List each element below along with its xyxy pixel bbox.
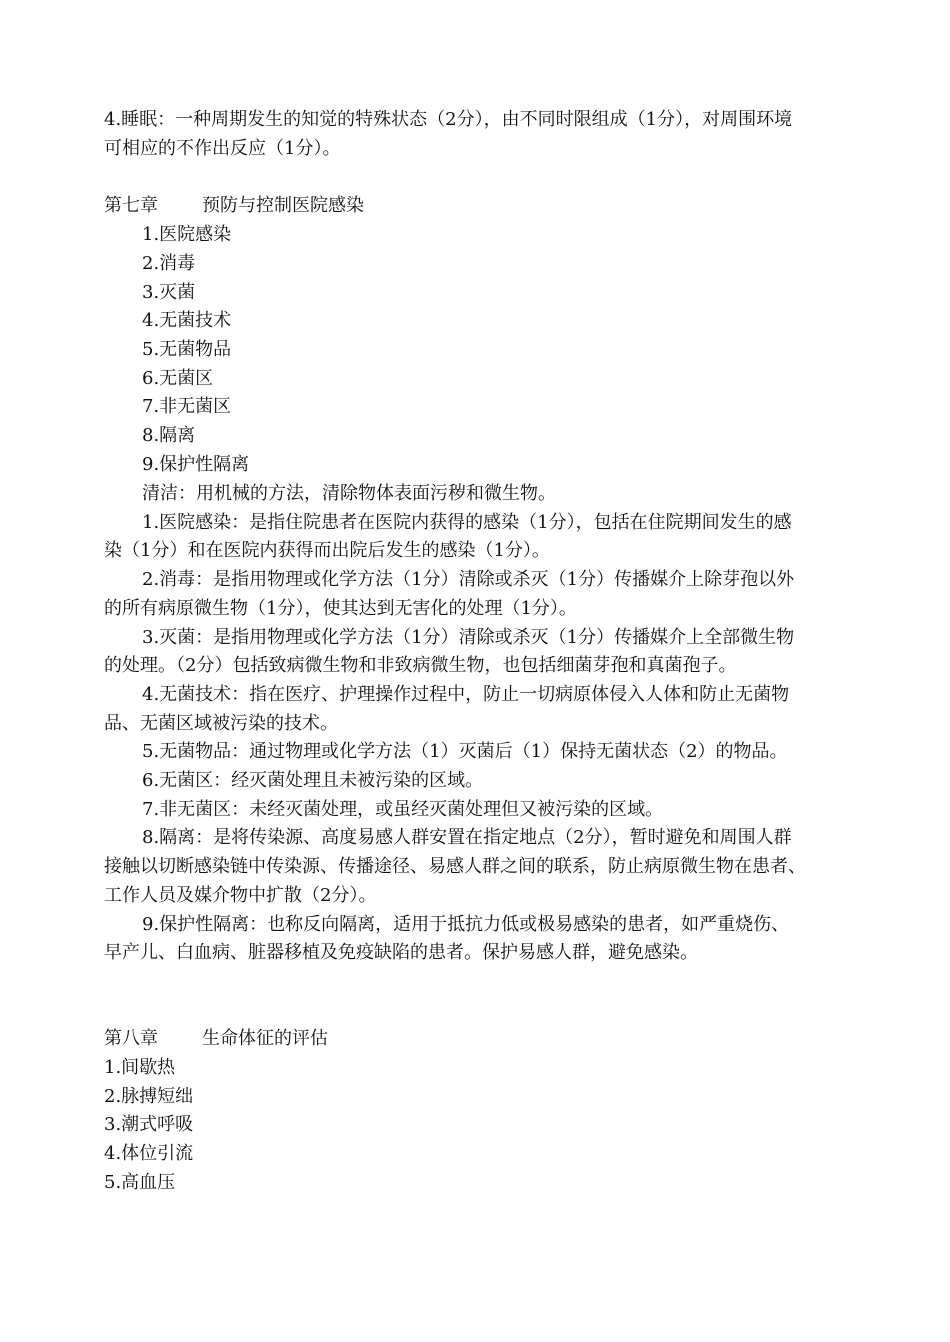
definition-3-line-2: 的处理。（2分）包括致病微生物和非致病微生物，也包括细菌芽孢和真菌孢子。: [104, 655, 737, 676]
definition-6: 6.无菌区：经灭菌处理且未被污染的区域。: [142, 770, 484, 791]
chapter-7-term: 4.无菌技术: [142, 310, 232, 331]
chapter-8-term: 1.间歇热: [104, 1057, 176, 1078]
definition-4-line-2: 品、无菌区域被污染的技术。: [104, 713, 338, 734]
chapter-7-title: 预防与控制医院感染: [202, 195, 364, 216]
definition-4-line-1: 4.无菌技术：指在医疗、护理操作过程中，防止一切病原体侵入人体和防止无菌物: [142, 684, 790, 705]
chapter-7-term: 3.灭菌: [142, 282, 196, 303]
definition-1-line-2: 染（1分）和在医院内获得而出院后发生的感染（1分）。: [104, 540, 550, 561]
definition-2-line-1: 2.消毒：是指用物理或化学方法（1分）清除或杀灭（1分）传播媒介上除芽孢以外: [142, 569, 795, 590]
sleep-definition-line-1: 4.睡眠：一种周期发生的知觉的特殊状态（2分），由不同时限组成（1分），对周围环境: [104, 109, 793, 130]
definition-8-line-3: 工作人员及媒介物中扩散（2分）。: [104, 885, 377, 906]
chapter-7-term: 9.保护性隔离: [142, 454, 250, 475]
chapter-8-term: 4.体位引流: [104, 1143, 194, 1164]
chapter-7-term: 8.隔离: [142, 425, 196, 446]
chapter-8-heading: [104, 1027, 328, 1051]
chapter-8-number: 第八章: [104, 1028, 158, 1049]
chapter-8-term: 2.脉搏短绌: [104, 1086, 194, 1107]
sleep-definition-line-2: 可相应的不作出反应（1分）。: [104, 138, 341, 159]
definition-7: 7.非无菌区：未经灭菌处理，或虽经灭菌处理但又被污染的区域。: [142, 799, 664, 820]
clean-definition: 清洁：用机械的方法，清除物体表面污秽和微生物。: [142, 483, 556, 504]
chapter-7-term: 1.医院感染: [142, 224, 232, 245]
chapter-7-term: 7.非无菌区: [142, 396, 232, 417]
chapter-8-term: 5.高血压: [104, 1172, 176, 1193]
chapter-7-term: 6.无菌区: [142, 368, 214, 389]
chapter-7-heading: [104, 194, 364, 218]
definition-5: 5.无菌物品：通过物理或化学方法（1）灭菌后（1）保持无菌状态（2）的物品。: [142, 741, 788, 762]
chapter-8-title: 生命体征的评估: [202, 1028, 328, 1049]
definition-3-line-1: 3.灭菌：是指用物理或化学方法（1分）清除或杀灭（1分）传播媒介上全部微生物: [142, 627, 795, 648]
chapter-8-term: 3.潮式呼吸: [104, 1114, 194, 1135]
definition-2-line-2: 的所有病原微生物（1分），使其达到无害化的处理（1分）。: [104, 598, 577, 619]
chapter-7-number: 第七章: [104, 195, 158, 216]
definition-8-line-2: 接触以切断感染链中传染源、传播途径、易感人群之间的联系，防止病原微生物在患者、: [104, 856, 806, 877]
definition-8-line-1: 8.隔离：是将传染源、高度易感人群安置在指定地点（2分），暂时避免和周围人群: [142, 827, 792, 848]
definition-9-line-1: 9.保护性隔离：也称反向隔离，适用于抵抗力低或极易感染的患者，如严重烧伤、: [142, 914, 790, 935]
definition-9-line-2: 早产儿、白血病、脏器移植及免疫缺陷的患者。保护易感人群，避免感染。: [104, 942, 698, 963]
chapter-7-term: 5.无菌物品: [142, 339, 232, 360]
chapter-7-term: 2.消毒: [142, 253, 196, 274]
definition-1-line-1: 1.医院感染：是指住院患者在医院内获得的感染（1分），包括在住院期间发生的感: [142, 512, 792, 533]
